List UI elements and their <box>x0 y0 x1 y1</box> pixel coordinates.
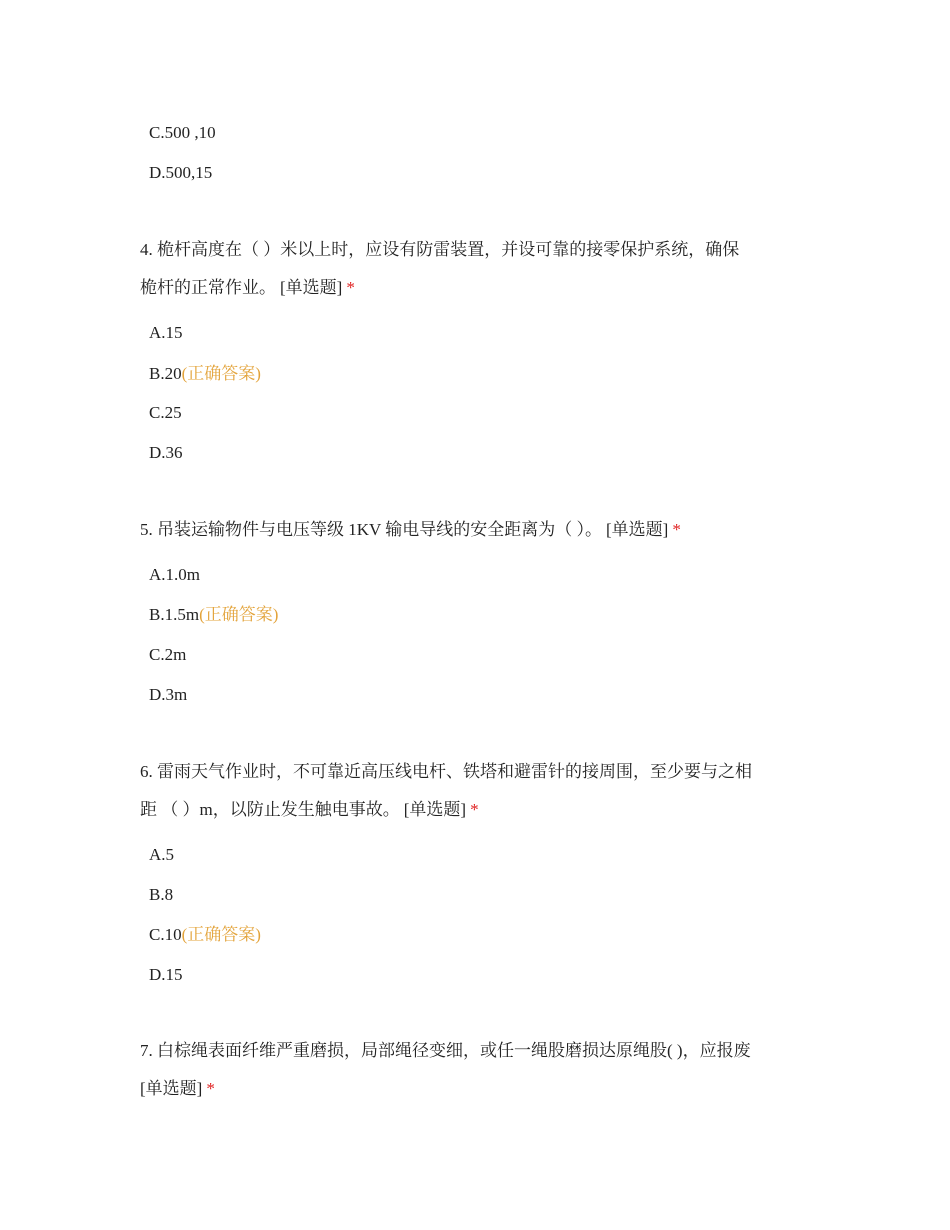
q6-title <box>140 753 820 829</box>
q6-title-line1: 6. 雷雨天气作业时，不可靠近高压线电杆、铁塔和避雷针的接周围，至少要与之相 <box>140 762 752 781</box>
q5-option-a[interactable]: A.1.0m <box>149 565 200 584</box>
q5-required-mark: * <box>672 520 681 539</box>
q4-title-line2: 桅杆的正常作业。 [单选题] * <box>140 278 355 297</box>
q5-title <box>140 511 820 549</box>
q5-option-c[interactable]: C.2m <box>149 645 187 664</box>
q6-title-line2: 距 （ ）m，以防止发生触电事故。 [单选题] * <box>140 800 479 819</box>
q3-option-c[interactable]: C.500 ,10 <box>149 123 216 142</box>
q4-required-mark: * <box>346 278 355 297</box>
q4-title <box>140 231 820 307</box>
q5-type-tag: [单选题] <box>606 520 669 539</box>
q4-option-a[interactable]: A.15 <box>149 323 183 342</box>
q5-correct-answer-label: (正确答案) <box>199 605 279 624</box>
q5-title-line1: 5. 吊装运输物件与电压等级 1KV 输电导线的安全距离为（ ）。 [单选题] * <box>140 520 681 539</box>
q6-option-b[interactable]: B.8 <box>149 885 174 904</box>
q6-correct-answer-label: (正确答案) <box>181 925 261 944</box>
q7-title-line1: 7. 白棕绳表面纤维严重磨损，局部绳径变细，或任一绳股磨损达原绳股( )，应报废 <box>140 1041 751 1060</box>
q6-required-mark: * <box>470 800 479 819</box>
q4-option-c[interactable]: C.25 <box>149 403 182 422</box>
q6-type-tag: [单选题] <box>403 800 467 819</box>
q4-type-tag: [单选题] <box>280 278 343 297</box>
q6-option-a[interactable]: A.5 <box>149 845 175 864</box>
q4-correct-answer-label: (正确答案) <box>181 364 261 383</box>
q6-option-c[interactable]: C.10(正确答案) <box>149 925 261 944</box>
q4-title-line1: 4. 桅杆高度在（ ）米以上时，应设有防雷装置，并设可靠的接零保护系统，确保 <box>140 240 740 259</box>
q7-required-mark: * <box>206 1079 215 1098</box>
q4-option-d[interactable]: D.36 <box>149 443 183 462</box>
q3-option-d[interactable]: D.500,15 <box>149 163 213 182</box>
q6-option-d[interactable]: D.15 <box>149 965 183 984</box>
q4-option-b[interactable]: B.20(正确答案) <box>149 364 261 383</box>
q7-type-tag: [单选题] <box>140 1079 203 1098</box>
q7-title-line2 <box>140 1070 820 1108</box>
q5-option-b[interactable]: B.1.5m(正确答案) <box>149 605 279 624</box>
q5-option-d[interactable]: D.3m <box>149 685 188 704</box>
q7-title <box>140 1032 820 1108</box>
